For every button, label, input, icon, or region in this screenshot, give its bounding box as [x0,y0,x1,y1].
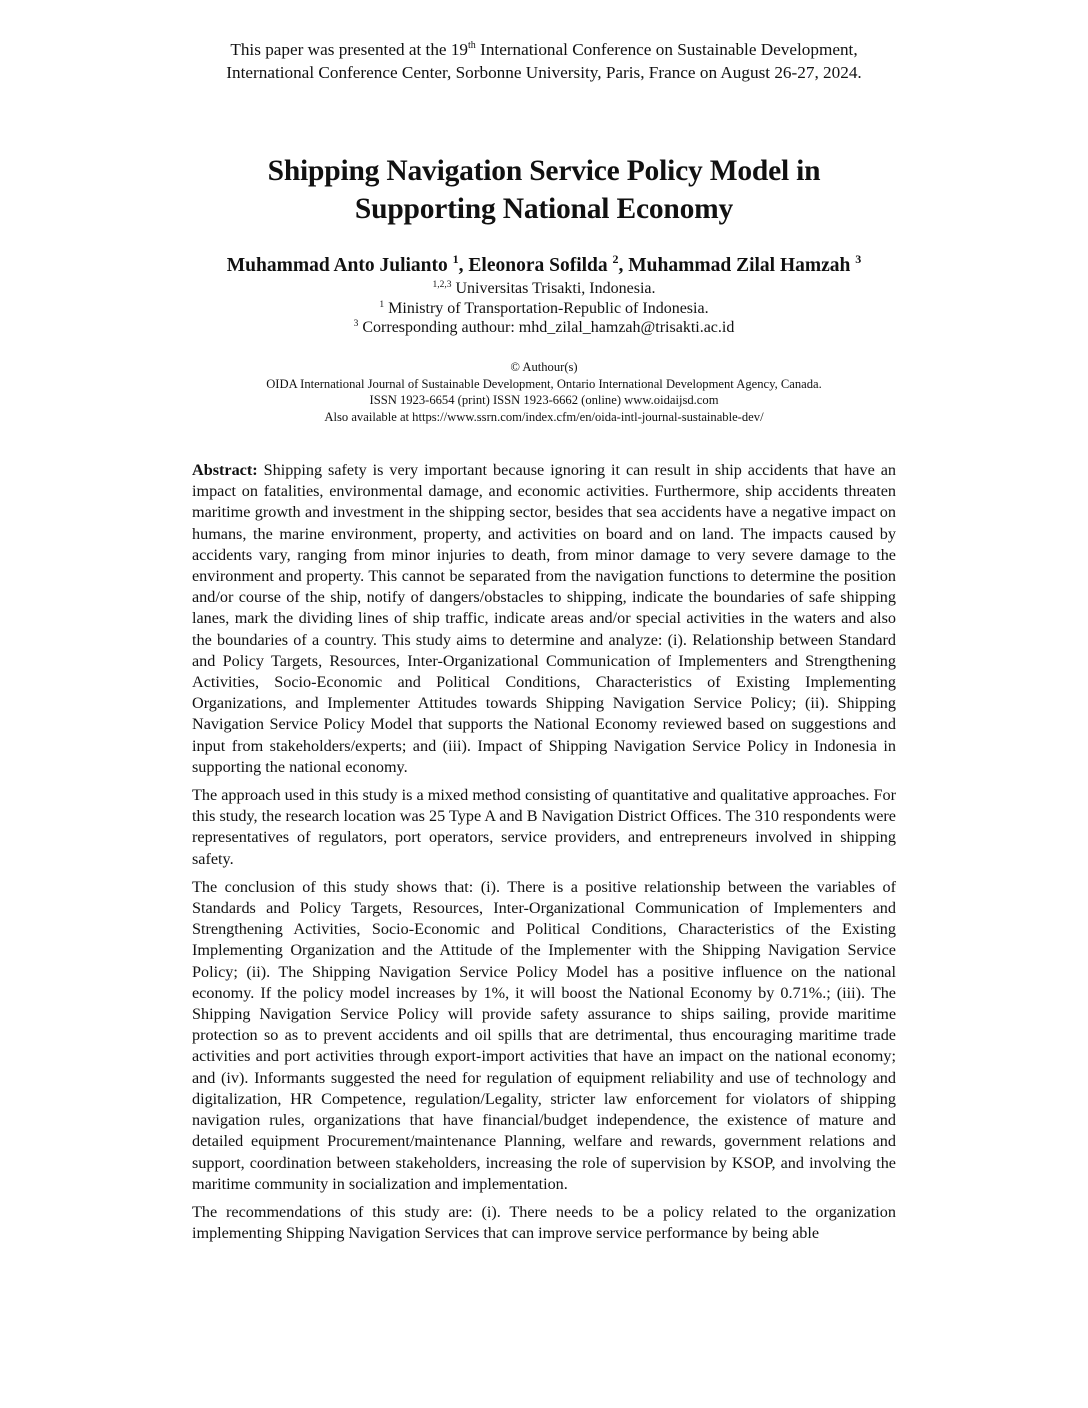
abstract-paragraph: The approach used in this study is a mixed method consisting of quantitative and qualitative approaches. For this study, the research location was 25 Type A and B Navigation District Offices. The 310 respondents were representatives of regulators, port operators, service providers, and entrepreneurs involved in shipping safety. [192,786,896,868]
copyright-notice: © Authour(s) [510,360,578,374]
abstract-section [192,460,896,1251]
author-affiliation-mark: 3 [855,252,862,266]
conference-note [0,38,1088,84]
author-affiliation-mark: 1 [452,252,459,266]
abstract-paragraph: The conclusion of this study shows that: (i). There is a positive relationship between the variables of Standards and Policy Targets, Resources, Inter-Organizational Communication of Implementers and Strengthening Activities, Socio-Economic and Political Conditions, Characteristics of the Existing Implementing Organization and the Attitude of the Implementer with the Shipping Navigation Service Policy; (ii). The Shipping Navigation Service Policy Model has a positive influence on the national economy. If the policy model increases by 1%, it will boost the National Economy by 0.71%.; (iii). The Shipping Navigation Service Policy will provide safety assurance to ships sailing, provide maritime protection so as to prevent accidents and oil spills that are detrimental, thus encouraging maritime trade activities and port activities through export-import activities that have an impact on the national economy; and (iv). Informants suggested the need for regulation of equipment reliability and use of technology and digitalization, HR Competence, regulation/Legality, stricter law enforcement for violators of shipping navigation rules, organizations that have financial/budget independence, the existence of mature and detailed equipment Procurement/maintenance Planning, welfare and rewards, government relations and support, coordination between stakeholders, increasing the role of supervision by KSOP, and involving the maritime community in socialization and implementation. [192,877,896,1193]
availability-link[interactable]: Also available at https://www.ssrn.com/index.cfm/en/oida-intl-journal-sustainable-dev/ [324,409,764,424]
author: Muhammad Anto Julianto [226,255,453,276]
conference-note-line-1: This paper was presented at the 19th International Conference on Sustainable Development, [230,40,858,59]
paper-title-line-1: Shipping Navigation Service Policy Model in [267,155,821,187]
corresponding-author: $^3$ Corresponding authour: mhd_zilal_hamzah@trisakti.ac.id [353,319,735,336]
paper-title [0,152,1088,228]
paper-title-line-2: Supporting National Economy [354,193,734,225]
affiliations [0,279,1088,338]
journal-name: OIDA International Journal of Sustainable Development, Ontario International Development Agency, Canada. [266,376,822,391]
abstract-paragraph: The recommendations of this study are: (i). There needs to be a policy related to the organization implementing Shipping Navigation Services that can improve service performance by being able [192,1202,896,1243]
author-list: Muhammad Anto Julianto $^1$, Eleonora Sofilda $^2$, Muhammad Zilal Hamzah $^3$ [226,252,862,276]
conference-note-line-2: International Conference Center, Sorbonne University, Paris, France on August 26-27, 2024. [226,63,862,82]
affiliation: $^1$ Ministry of Transportation-Republic of Indonesia. [379,299,709,317]
author: Muhammad Zilal Hamzah [628,255,856,276]
affiliation: $^{1,2,3}$ Universitas Trisakti, Indonesia. [432,280,656,297]
abstract-label: Abstract: [192,461,258,479]
issn-line: ISSN 1923-6654 (print) ISSN 1923-6662 (online) www.oidaijsd.com [369,393,719,407]
author: Eleonora Sofilda [468,255,613,276]
abstract-paragraph: Abstract: Shipping safety is very important because ignoring it can result in ship accidents that have an impact on fatalities, environmental damage, and economic activities. Furthermore, ship accidents threaten maritime growth and investment in the shipping sector, besides that sea accidents have a negative impact on humans, the marine environment, property, and activities on board and on land. The impacts caused by accidents vary, ranging from minor injuries to death, from minor damage to very severe damage to the environment and property. This cannot be separated from the navigation functions to determine the position and/or course of the ship, notify of dangers/obstacles to shipping, indicate the boundaries of safe shipping lanes, mark the dividing lines of ship traffic, indicate areas and/or special activities in the waters and also the boundaries of a country. This study aims to determine and analyze: (i). Relationship between Standard and Policy Targets, Resources, Inter-Organizational Communication of Implementers and Strengthening Activities, Socio-Economic and Political Conditions, Characteristics of Existing Implementing Organizations, and Implementer Attitudes towards Shipping Navigation Service Policy; (ii). Shipping Navigation Service Policy Model that supports the National Economy reviewed based on suggestions and input from stakeholders/experts; and (iii). Impact of Shipping Navigation Service Policy in Indonesia in supporting the national economy. [192,461,896,776]
publication-info [0,359,1088,425]
author-affiliation-mark: 2 [612,252,619,266]
